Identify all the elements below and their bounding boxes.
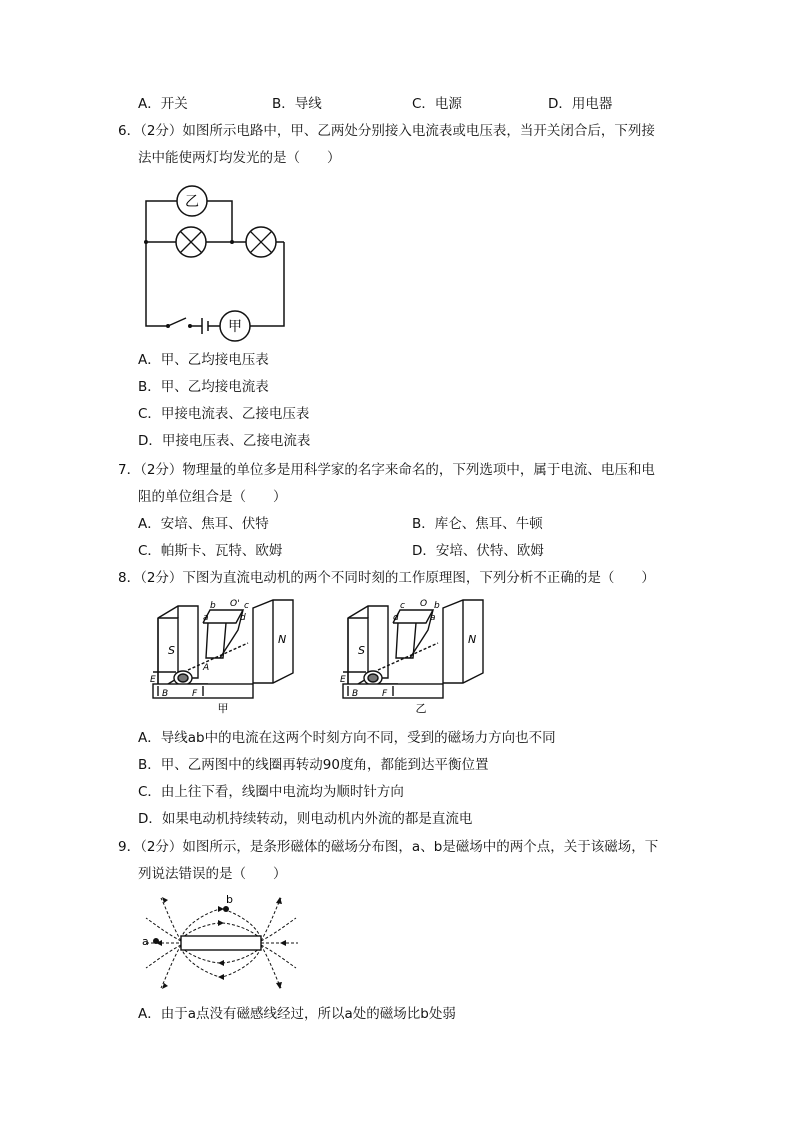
letter-b: b [210,601,216,611]
q5-option-b: B．导线 [272,96,322,112]
q6-option-a: A．甲、乙均接电压表 [138,352,269,368]
meter-yi-label: 乙 [185,194,199,210]
q8-stem-line1: 8．（2分）下图为直流电动机的两个不同时刻的工作原理图，下列分析不正确的是（ ） [118,570,655,586]
letter-f: F [382,689,388,699]
letter-e: E [340,675,346,685]
letter-a-upper: A [203,663,210,673]
lamp-icon [176,227,206,257]
letter-a: a [203,613,209,623]
q7-option-b: B．库仑、焦耳、牛顿 [412,516,543,532]
q7-option-d: D．安培、伏特、欧姆 [412,543,544,559]
letter-d: d [240,613,246,623]
letter-c: c [400,601,405,611]
q9-stem-line1: 9．（2分）如图所示，是条形磁体的磁场分布图，a、b是磁场中的两个点，关于该磁场，下 [118,839,659,855]
letter-e: E [150,675,156,685]
figure-label-jia: 甲 [217,702,229,715]
q8-option-c: C．由上往下看，线圈中电流均为顺时针方向 [138,784,404,800]
q9-option-a: A．由于a点没有磁感线经过，所以a处的磁场比b处弱 [138,1006,456,1022]
q7-stem-line2: 阻的单位组合是（ ） [138,489,287,505]
pole-s-label: S [168,644,175,657]
lamp-icon [246,227,276,257]
q8-option-b: B．甲、乙两图中的线圈再转动90度角，都能到达平衡位置 [138,757,489,773]
meter-jia-label: 甲 [228,319,242,335]
q7-option-a: A．安培、焦耳、伏特 [138,516,269,532]
letter-d: d [393,613,399,623]
q5-option-d: D．用电器 [548,96,613,112]
letter-o: O' [230,599,240,609]
letter-c: c [244,601,249,611]
q5-option-a: A．开关 [138,96,188,112]
q8-motor-figure-jia [148,598,298,718]
pole-n-label: N [278,633,287,646]
letter-a: a [430,613,436,623]
point-b-label: b [226,893,233,906]
letter-o: O [420,599,428,609]
q6-stem-line2: 法中能使两灯均发光的是（ ） [138,150,341,166]
q6-option-d: D．甲接电压表、乙接电流表 [138,433,311,449]
q6-stem-line1: 6．（2分）如图所示电路中，甲、乙两处分别接入电流表或电压表，当开关闭合后，下列接 [118,123,655,139]
q9-magnet-field-figure [136,893,306,993]
figure-label-yi: 乙 [415,702,427,715]
q8-option-a: A．导线ab中的电流在这两个时刻方向不同，受到的磁场力方向也不同 [138,730,556,746]
q6-option-c: C．甲接电流表、乙接电压表 [138,406,310,422]
point-a-label: a [142,935,149,948]
q6-circuit-figure [138,176,298,346]
letter-f: F [192,689,198,699]
q7-option-c: C．帕斯卡、瓦特、欧姆 [138,543,283,559]
pole-s-label: S [358,644,365,657]
q8-motor-figure-yi [338,598,488,718]
letter-b-upper: B [162,689,169,699]
letter-b-upper: B [352,689,359,699]
q9-stem-line2: 列说法错误的是（ ） [138,866,287,882]
q8-option-d: D．如果电动机持续转动，则电动机内外流的都是直流电 [138,811,473,827]
q5-option-c: C．电源 [412,96,462,112]
pole-n-label: N [468,633,477,646]
q7-stem-line1: 7．（2分）物理量的单位多是用科学家的名字来命名的，下列选项中，属于电流、电压和电 [118,462,655,478]
letter-b: b [434,601,440,611]
q6-option-b: B．甲、乙均接电流表 [138,379,269,395]
